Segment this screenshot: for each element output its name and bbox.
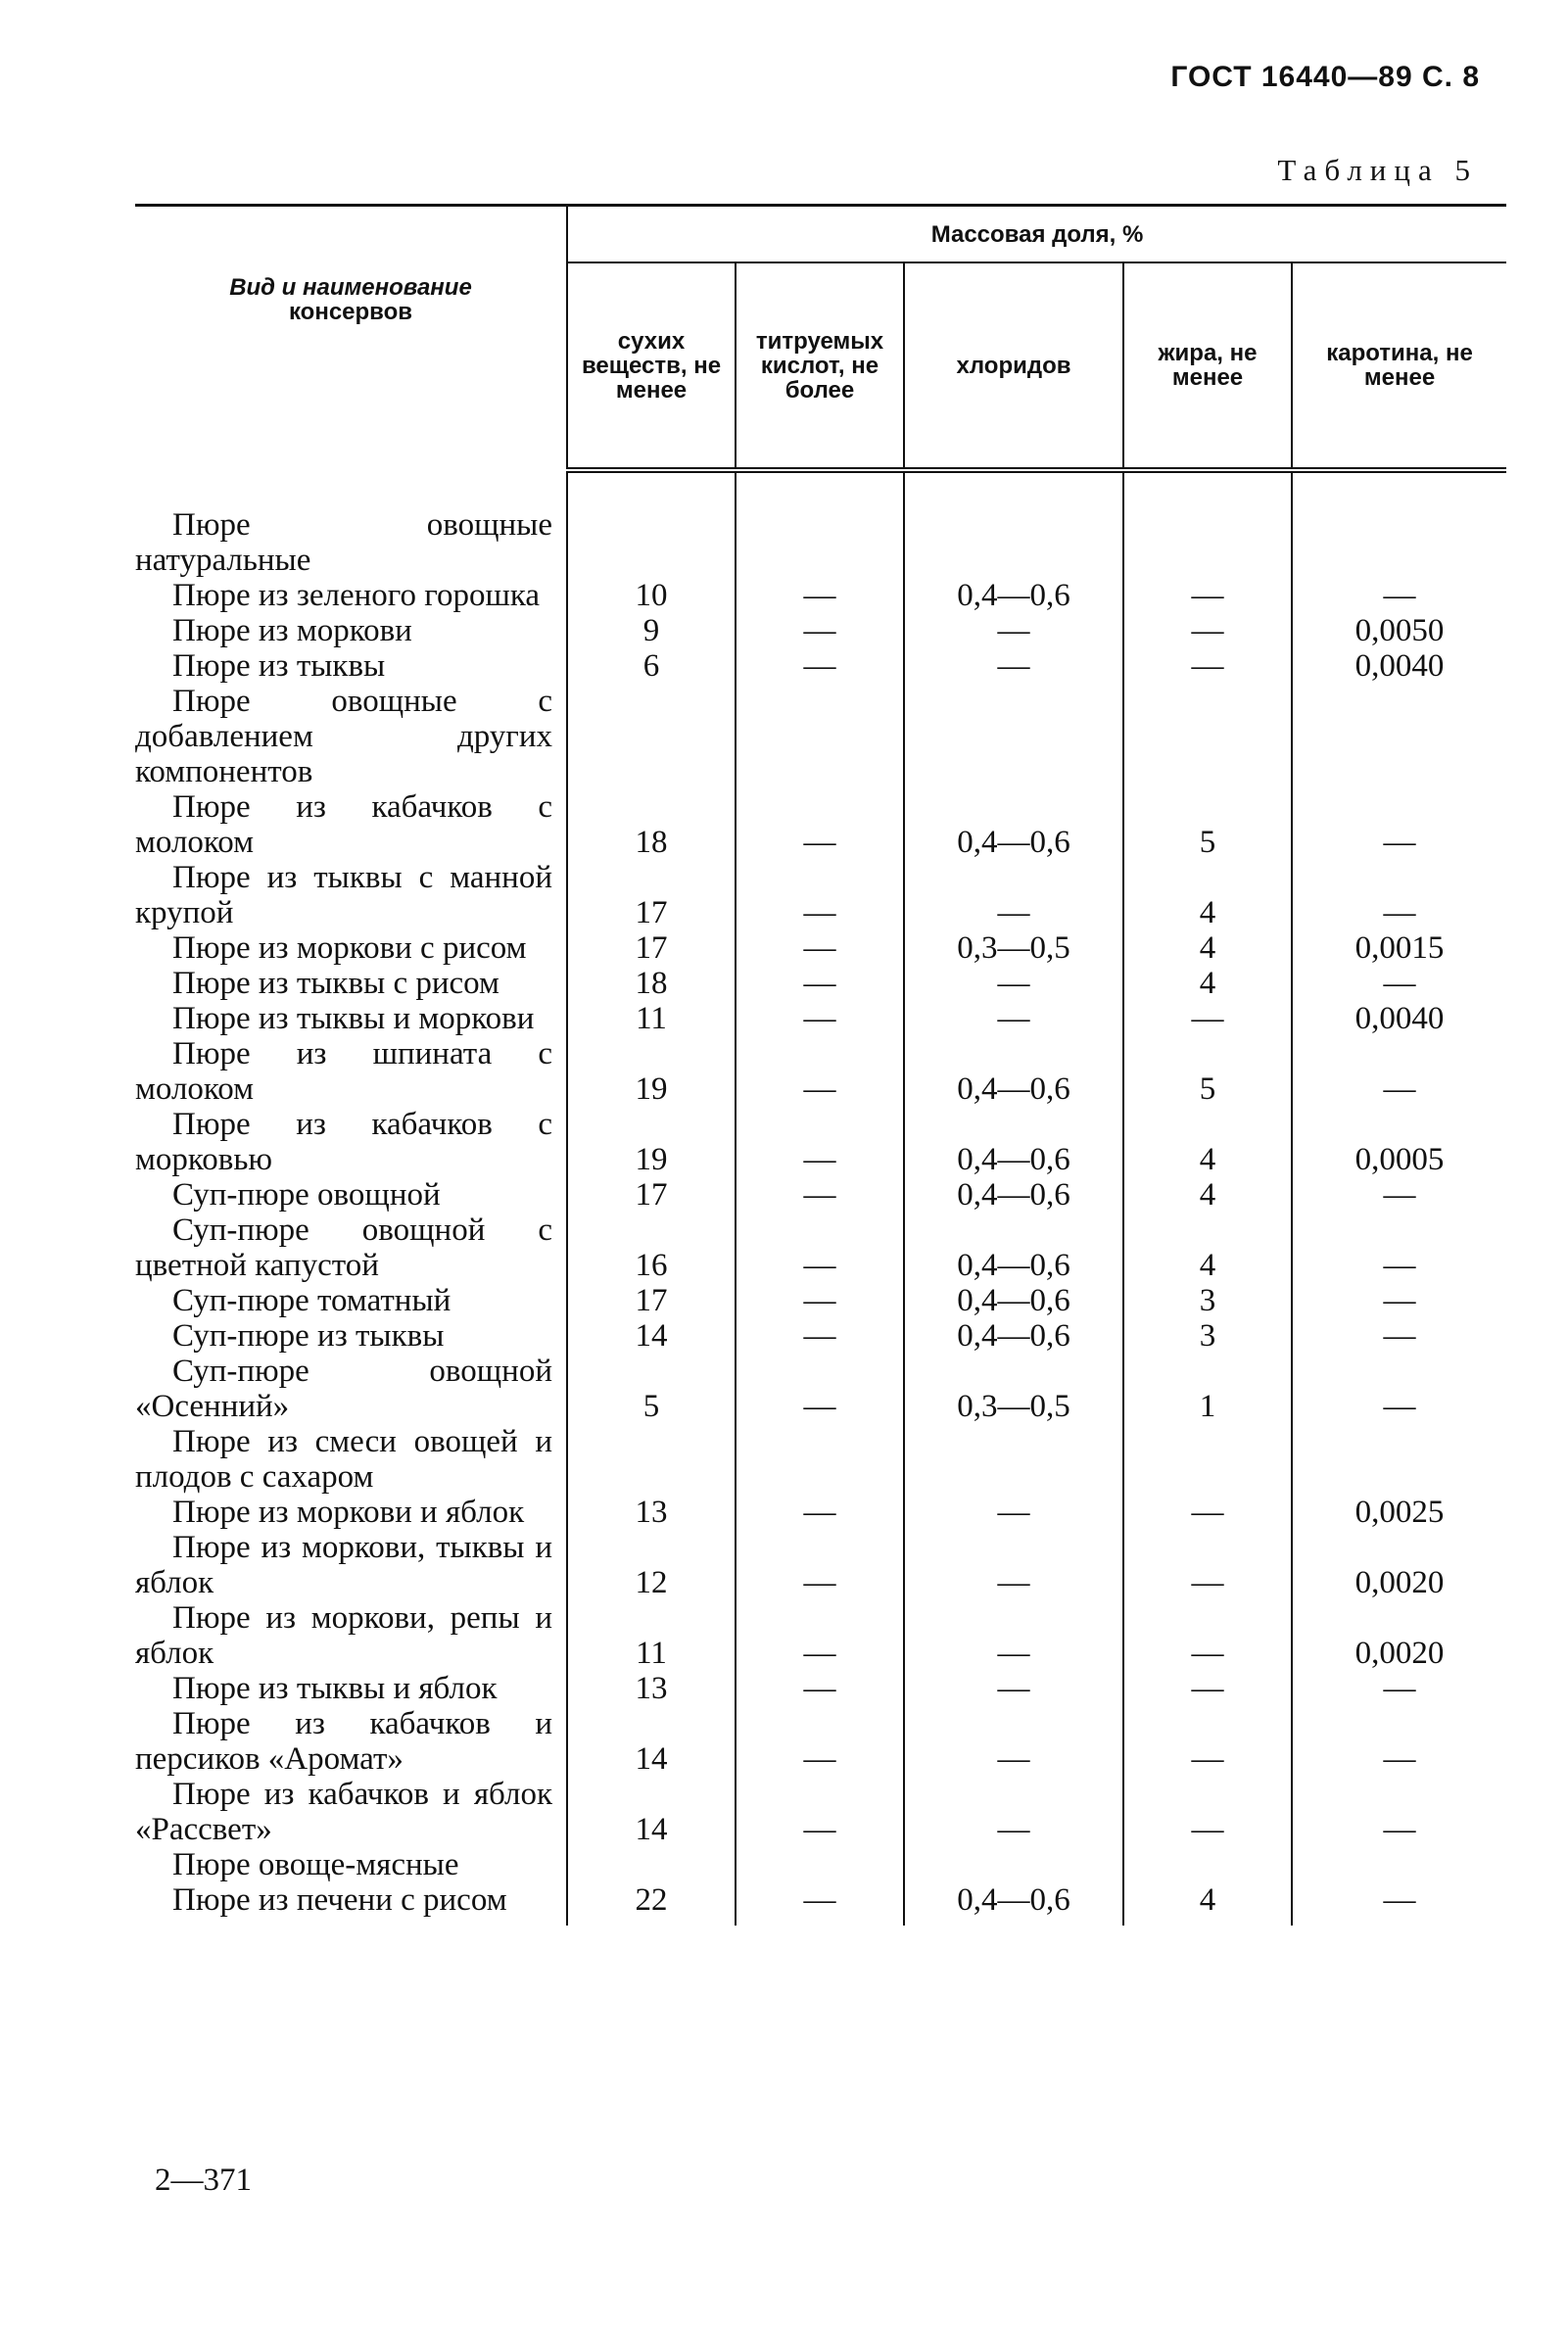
value-cell-fat: 4 — [1123, 1177, 1292, 1213]
product-name-text: Пюре из моркови — [172, 613, 412, 648]
product-name-text: Пюре из смеси овощей и плодов с сахаром — [135, 1424, 552, 1495]
product-name-cell — [135, 613, 567, 648]
product-name-cell — [135, 789, 567, 860]
product-name-text: Пюре из кабачков и персиков «Аромат» — [135, 1706, 552, 1777]
product-name-text: Пюре овощные натуральные — [135, 507, 552, 578]
value-cell-chlorides: — — [904, 1671, 1123, 1706]
value-cell-titratable-acids: — — [736, 1600, 904, 1671]
table-row — [135, 1600, 1506, 1671]
column-header-carotene: каротина, не менее — [1292, 262, 1506, 470]
value-cell-chlorides: — — [904, 966, 1123, 1001]
value-cell-chlorides: 0,4—0,6 — [904, 1107, 1123, 1177]
value-cell-fat: 4 — [1123, 1213, 1292, 1283]
value-cell-dry-matter: 22 — [567, 1882, 736, 1926]
product-name-cell — [135, 1495, 567, 1530]
product-name-text: Пюре из зеленого горошка — [172, 578, 541, 613]
value-cell-fat: — — [1123, 1495, 1292, 1530]
value-cell-dry-matter: 17 — [567, 1177, 736, 1213]
table-row — [135, 1177, 1506, 1213]
value-cell-carotene: 0,0040 — [1354, 648, 1445, 684]
value-cell-fat — [1123, 684, 1292, 789]
value-cell-titratable-acids — [736, 684, 904, 789]
value-cell-chlorides: 0,4—0,6 — [904, 1213, 1123, 1283]
value-cell-chlorides: 0,4—0,6 — [904, 1882, 1123, 1926]
table-row — [135, 1671, 1506, 1706]
value-cell-fat: — — [1123, 1706, 1292, 1777]
value-cell-dry-matter: 6 — [567, 648, 736, 684]
value-cell-titratable-acids — [736, 470, 904, 578]
value-cell-dry-matter: 14 — [567, 1318, 736, 1354]
value-cell-dry-matter: 5 — [567, 1354, 736, 1424]
value-cell-titratable-acids: — — [736, 613, 904, 648]
value-cell-dry-matter: 17 — [567, 1283, 736, 1318]
value-cell-titratable-acids: — — [736, 1036, 904, 1107]
group-name-cell — [135, 1847, 567, 1882]
column-header-product-name — [135, 206, 567, 471]
table-row — [135, 1318, 1506, 1354]
value-cell-chlorides: — — [904, 1495, 1123, 1530]
table-row — [135, 613, 1506, 648]
product-name-text: Суп-пюре из тыквы — [172, 1318, 445, 1354]
product-name-text: Суп-пюре овощной «Осенний» — [135, 1354, 552, 1424]
value-cell-carotene: 0,0040 — [1354, 1001, 1445, 1036]
value-cell-chlorides: — — [904, 1530, 1123, 1600]
value-cell-chlorides — [904, 684, 1123, 789]
value-cell-carotene: — — [1383, 966, 1416, 1001]
product-name-text: Пюре из моркови, тыквы и яблок — [135, 1530, 552, 1600]
value-cell-carotene: — — [1383, 1882, 1416, 1918]
product-name-cell — [135, 1107, 567, 1177]
value-cell-titratable-acids: — — [736, 1706, 904, 1777]
value-cell-fat: 4 — [1123, 966, 1292, 1001]
value-cell-carotene: — — [1383, 578, 1416, 613]
value-cell-fat: — — [1123, 648, 1292, 684]
value-cell-carotene: 0,0025 — [1354, 1495, 1445, 1530]
value-cell-carotene: — — [1383, 1812, 1416, 1847]
value-cell-chlorides: — — [904, 1777, 1123, 1847]
table-row — [135, 789, 1506, 860]
value-cell-dry-matter: 13 — [567, 1495, 736, 1530]
value-cell-titratable-acids: — — [736, 860, 904, 930]
product-name-cell — [135, 578, 567, 613]
value-cell-chlorides: 0,4—0,6 — [904, 578, 1123, 613]
value-cell-carotene: 0,0015 — [1354, 930, 1445, 966]
product-name-cell — [135, 1600, 567, 1671]
value-cell-dry-matter: 14 — [567, 1777, 736, 1847]
value-cell-dry-matter: 17 — [567, 860, 736, 930]
value-cell-fat: 1 — [1123, 1354, 1292, 1424]
value-cell-chlorides: 0,3—0,5 — [904, 930, 1123, 966]
value-cell-titratable-acids — [736, 1424, 904, 1495]
column-header-titratable-acids: титруемых кислот, не более — [736, 262, 904, 470]
value-cell-chlorides: — — [904, 1706, 1123, 1777]
table-body — [135, 470, 1506, 1926]
value-cell-carotene: — — [1383, 1248, 1416, 1283]
table-row — [135, 1530, 1506, 1600]
table-row — [135, 1354, 1506, 1424]
value-cell-titratable-acids: — — [736, 578, 904, 613]
table-row — [135, 1882, 1506, 1926]
value-cell-dry-matter: 18 — [567, 789, 736, 860]
value-cell-fat: 3 — [1123, 1283, 1292, 1318]
value-cell-chlorides: 0,4—0,6 — [904, 1036, 1123, 1107]
value-cell-fat: — — [1123, 613, 1292, 648]
product-name-cell — [135, 930, 567, 966]
table-row — [135, 860, 1506, 930]
column-header-product-name-line2: консервов — [288, 298, 413, 325]
product-name-text: Пюре овощные с добавлением других компонентов — [135, 684, 552, 789]
product-name-cell — [135, 1177, 567, 1213]
value-cell-dry-matter: 13 — [567, 1671, 736, 1706]
document-header: ГОСТ 16440—89 С. 8 — [1170, 61, 1480, 93]
page-footer-code: 2—371 — [155, 2163, 252, 2198]
product-name-cell — [135, 860, 567, 930]
column-header-dry-matter: сухих веществ, не менее — [567, 262, 736, 470]
value-cell-fat: 3 — [1123, 1318, 1292, 1354]
value-cell-carotene: — — [1383, 895, 1416, 930]
product-name-text: Суп-пюре томатный — [172, 1283, 451, 1318]
product-name-cell — [135, 1283, 567, 1318]
table-row — [135, 930, 1506, 966]
product-name-text: Пюре из шпината с молоком — [135, 1036, 552, 1107]
value-cell-titratable-acids: — — [736, 1318, 904, 1354]
product-name-cell — [135, 1001, 567, 1036]
value-cell-fat: 4 — [1123, 1882, 1292, 1926]
value-cell-dry-matter: 10 — [567, 578, 736, 613]
value-cell-chlorides: — — [904, 860, 1123, 930]
value-cell-carotene: — — [1383, 1741, 1416, 1777]
value-cell-chlorides: — — [904, 1001, 1123, 1036]
column-header-product-name-line1: Вид и наименование — [229, 273, 472, 301]
group-name-cell — [135, 1424, 567, 1495]
value-cell-fat — [1123, 1847, 1292, 1882]
value-cell-titratable-acids: — — [736, 1213, 904, 1283]
product-name-text: Пюре из моркови с рисом — [172, 930, 527, 966]
table-row — [135, 1213, 1506, 1283]
value-cell-chlorides: — — [904, 613, 1123, 648]
column-header-chlorides: хлоридов — [904, 262, 1123, 470]
value-cell-dry-matter: 12 — [567, 1530, 736, 1600]
value-cell-chlorides: 0,3—0,5 — [904, 1354, 1123, 1424]
value-cell-titratable-acids: — — [736, 966, 904, 1001]
value-cell-fat: 5 — [1123, 789, 1292, 860]
value-cell-chlorides: 0,4—0,6 — [904, 1283, 1123, 1318]
value-cell-fat: — — [1123, 1777, 1292, 1847]
product-name-text: Пюре из тыквы с манной крупой — [135, 860, 552, 930]
group-name-cell — [135, 684, 567, 789]
value-cell-carotene — [1292, 1424, 1506, 1495]
product-name-cell — [135, 1706, 567, 1777]
product-name-text: Пюре из моркови, репы и яблок — [135, 1600, 552, 1671]
value-cell-fat — [1123, 1424, 1292, 1495]
value-cell-dry-matter: 19 — [567, 1107, 736, 1177]
value-cell-carotene: 0,0005 — [1354, 1142, 1445, 1177]
value-cell-titratable-acids: — — [736, 1283, 904, 1318]
table-group-row — [135, 470, 1506, 578]
value-cell-fat: 4 — [1123, 930, 1292, 966]
value-cell-carotene: — — [1383, 1318, 1416, 1354]
product-name-text: Пюре из моркови и яблок — [172, 1495, 525, 1530]
product-name-text: Суп-пюре овощной с цветной капустой — [135, 1213, 552, 1283]
table-row — [135, 966, 1506, 1001]
product-name-cell — [135, 1354, 567, 1424]
value-cell-carotene: — — [1383, 825, 1416, 860]
value-cell-titratable-acids: — — [736, 648, 904, 684]
value-cell-dry-matter: 14 — [567, 1706, 736, 1777]
product-name-cell — [135, 1213, 567, 1283]
standards-table — [135, 204, 1506, 1926]
product-name-cell — [135, 966, 567, 1001]
value-cell-chlorides: 0,4—0,6 — [904, 1318, 1123, 1354]
table-row — [135, 578, 1506, 613]
value-cell-carotene — [1292, 1847, 1506, 1882]
value-cell-carotene — [1292, 470, 1506, 578]
product-name-cell — [135, 1777, 567, 1847]
value-cell-dry-matter — [567, 684, 736, 789]
table-row — [135, 1036, 1506, 1107]
value-cell-fat: 4 — [1123, 1107, 1292, 1177]
value-cell-carotene: 0,0020 — [1354, 1636, 1445, 1671]
value-cell-titratable-acids: — — [736, 789, 904, 860]
table-group-row — [135, 1424, 1506, 1495]
value-cell-titratable-acids: — — [736, 1177, 904, 1213]
value-cell-titratable-acids: — — [736, 1530, 904, 1600]
value-cell-chlorides — [904, 470, 1123, 578]
value-cell-carotene: — — [1383, 1283, 1416, 1318]
value-cell-carotene: — — [1383, 1071, 1416, 1107]
value-cell-dry-matter — [567, 1847, 736, 1882]
value-cell-chlorides — [904, 1847, 1123, 1882]
product-name-cell — [135, 1318, 567, 1354]
value-cell-dry-matter — [567, 1424, 736, 1495]
group-header-mass-fraction: Массовая доля, % — [567, 206, 1506, 263]
value-cell-chlorides: — — [904, 648, 1123, 684]
product-name-text: Пюре из тыквы с рисом — [172, 966, 499, 1001]
value-cell-carotene: 0,0020 — [1354, 1565, 1445, 1600]
value-cell-titratable-acids: — — [736, 1671, 904, 1706]
product-name-text: Пюре из кабачков с молоком — [135, 789, 552, 860]
value-cell-chlorides: — — [904, 1600, 1123, 1671]
value-cell-dry-matter: 11 — [567, 1001, 736, 1036]
table-row — [135, 1001, 1506, 1036]
value-cell-fat — [1123, 470, 1292, 578]
value-cell-fat: — — [1123, 578, 1292, 613]
value-cell-titratable-acids: — — [736, 1107, 904, 1177]
value-cell-titratable-acids: — — [736, 1001, 904, 1036]
table-caption: Таблица 5 — [1277, 153, 1478, 187]
product-name-text: Пюре из печени с рисом — [172, 1882, 507, 1918]
value-cell-dry-matter: 11 — [567, 1600, 736, 1671]
table-group-row — [135, 1847, 1506, 1882]
value-cell-titratable-acids: — — [736, 1495, 904, 1530]
value-cell-dry-matter — [567, 470, 736, 578]
product-name-text: Пюре из тыквы и моркови — [172, 1001, 535, 1036]
value-cell-chlorides — [904, 1424, 1123, 1495]
value-cell-chlorides: 0,4—0,6 — [904, 1177, 1123, 1213]
value-cell-carotene: — — [1383, 1671, 1416, 1706]
value-cell-carotene: — — [1383, 1177, 1416, 1213]
value-cell-titratable-acids: — — [736, 1777, 904, 1847]
value-cell-fat: — — [1123, 1600, 1292, 1671]
value-cell-carotene — [1292, 684, 1506, 789]
value-cell-dry-matter: 19 — [567, 1036, 736, 1107]
table-row — [135, 648, 1506, 684]
value-cell-dry-matter: 18 — [567, 966, 736, 1001]
table-row — [135, 1107, 1506, 1177]
product-name-text: Суп-пюре овощной — [172, 1177, 441, 1213]
value-cell-dry-matter: 16 — [567, 1213, 736, 1283]
product-name-text: Пюре овоще-мясные — [172, 1847, 459, 1882]
product-name-text: Пюре из кабачков и яблок «Рассвет» — [135, 1777, 552, 1847]
table-group-row — [135, 684, 1506, 789]
table-row — [135, 1706, 1506, 1777]
value-cell-titratable-acids — [736, 1847, 904, 1882]
value-cell-dry-matter: 9 — [567, 613, 736, 648]
product-name-text: Пюре из тыквы — [172, 648, 386, 684]
value-cell-chlorides: 0,4—0,6 — [904, 789, 1123, 860]
value-cell-titratable-acids: — — [736, 1882, 904, 1926]
value-cell-titratable-acids: — — [736, 1354, 904, 1424]
value-cell-fat: — — [1123, 1001, 1292, 1036]
product-name-cell — [135, 1671, 567, 1706]
value-cell-fat: 5 — [1123, 1036, 1292, 1107]
value-cell-fat: 4 — [1123, 860, 1292, 930]
table-row — [135, 1283, 1506, 1318]
table-row — [135, 1495, 1506, 1530]
product-name-cell — [135, 1882, 567, 1926]
table-row — [135, 1777, 1506, 1847]
value-cell-fat: — — [1123, 1530, 1292, 1600]
product-name-cell — [135, 648, 567, 684]
value-cell-titratable-acids: — — [736, 930, 904, 966]
value-cell-carotene: — — [1383, 1389, 1416, 1424]
value-cell-fat: — — [1123, 1671, 1292, 1706]
product-name-text: Пюре из кабачков с морковью — [135, 1107, 552, 1177]
product-name-text: Пюре из тыквы и яблок — [172, 1671, 498, 1706]
group-name-cell — [135, 470, 567, 578]
column-header-fat: жира, не менее — [1123, 262, 1292, 470]
product-name-cell — [135, 1530, 567, 1600]
value-cell-dry-matter: 17 — [567, 930, 736, 966]
value-cell-carotene: 0,0050 — [1354, 613, 1445, 648]
product-name-cell — [135, 1036, 567, 1107]
